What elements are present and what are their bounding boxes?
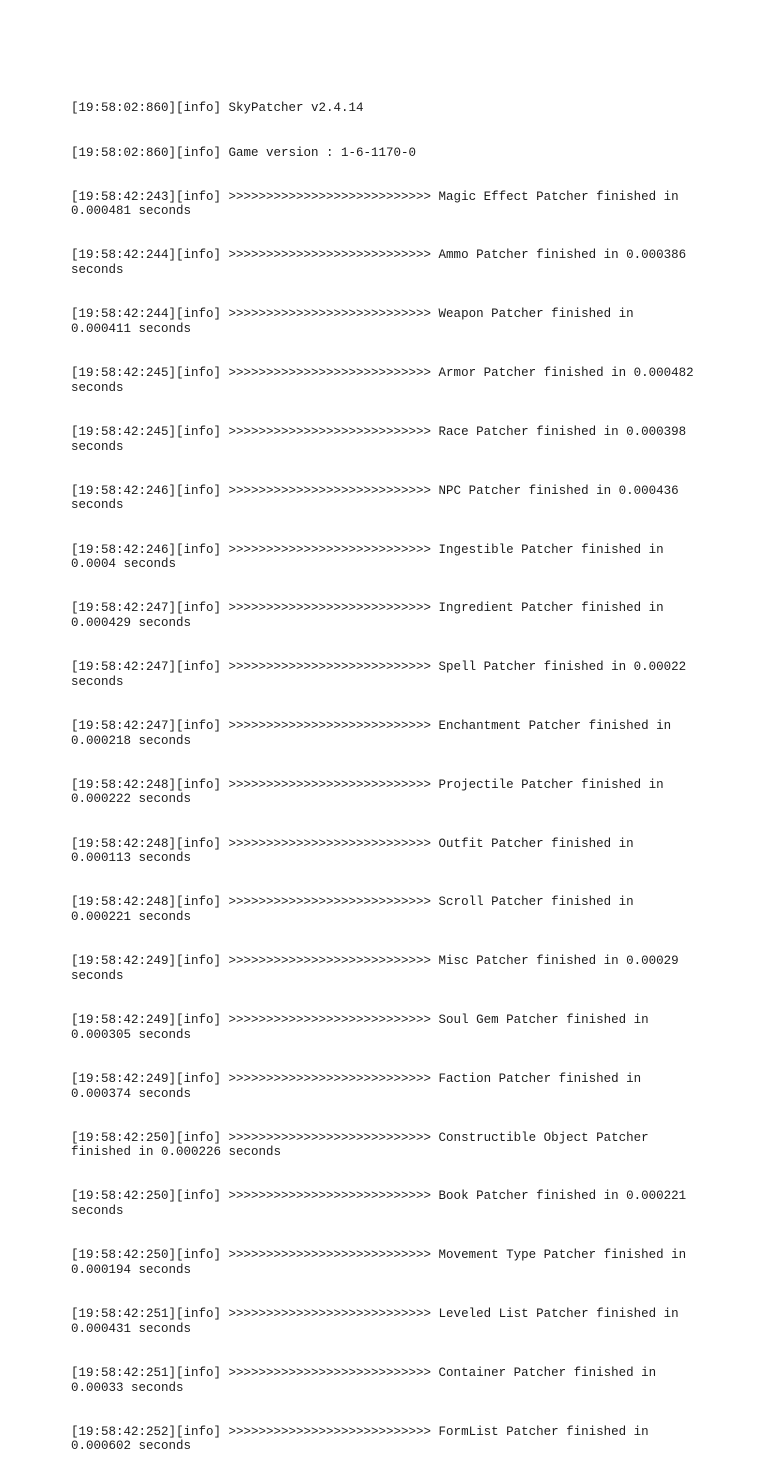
- log-line-enchantment-patcher: [19:58:42:247][info] >>>>>>>>>>>>>>>>>>>>>>>>>>> Enchantment Patcher finished in 0.000218 seconds: [71, 718, 672, 748]
- log-line-race-patcher: [19:58:42:245][info] >>>>>>>>>>>>>>>>>>>>>>>>>>> Race Patcher finished in 0.000398 seconds: [71, 424, 687, 454]
- log-line-weapon-patcher: [19:58:42:244][info] >>>>>>>>>>>>>>>>>>>>>>>>>>> Weapon Patcher finished in 0.000411 seconds: [71, 307, 634, 336]
- log-line-scroll-patcher: [19:58:42:248][info] >>>>>>>>>>>>>>>>>>>>>>>>>>> Scroll Patcher finished in 0.000221 seconds: [71, 895, 634, 925]
- log-line-magic-effect-patcher: [19:58:42:243][info] >>>>>>>>>>>>>>>>>>>>>>>>>>> Magic Effect Patcher finished in 0.000481 seconds: [71, 189, 679, 219]
- log-line-constructible-object-patcher: [19:58:42:250][info] >>>>>>>>>>>>>>>>>>>>>>>>>>> Constructible Object Patcher finished in 0.000226 seconds: [71, 1130, 649, 1160]
- log-line-ammo-patcher: [19:58:42:244][info] >>>>>>>>>>>>>>>>>>>>>>>>>>> Ammo Patcher finished in 0.000386 seconds: [71, 248, 687, 278]
- log-line-faction-patcher: [19:58:42:249][info] >>>>>>>>>>>>>>>>>>>>>>>>>>> Faction Patcher finished in 0.000374 seconds: [71, 1071, 642, 1101]
- log-line-npc-patcher: [19:58:42:246][info] >>>>>>>>>>>>>>>>>>>>>>>>>>> NPC Patcher finished in 0.000436 seconds: [71, 483, 679, 513]
- log-line-misc-patcher: [19:58:42:249][info] >>>>>>>>>>>>>>>>>>>>>>>>>>> Misc Patcher finished in 0.00029 seconds: [71, 954, 679, 983]
- log-line-ingredient-patcher: [19:58:42:247][info] >>>>>>>>>>>>>>>>>>>>>>>>>>> Ingredient Patcher finished in 0.000429 seconds: [71, 601, 664, 631]
- log-line-spell-patcher: [19:58:42:247][info] >>>>>>>>>>>>>>>>>>>>>>>>>>> Spell Patcher finished in 0.00022 seconds: [71, 660, 687, 689]
- log-document: [71, 72, 711, 1469]
- log-line-armor-patcher: [19:58:42:245][info] >>>>>>>>>>>>>>>>>>>>>>>>>>> Armor Patcher finished in 0.000482 seconds: [71, 366, 694, 395]
- log-line-leveled-list-patcher: [19:58:42:251][info] >>>>>>>>>>>>>>>>>>>>>>>>>>> Leveled List Patcher finished in 0.000431 seconds: [71, 1307, 679, 1336]
- log-line-game-version: [19:58:02:860][info] Game version : 1-6-1170-0: [71, 145, 417, 160]
- log-line-movement-type-patcher: [19:58:42:250][info] >>>>>>>>>>>>>>>>>>>>>>>>>>> Movement Type Patcher finished in 0.000194 seconds: [71, 1248, 687, 1277]
- log-line-outfit-patcher: [19:58:42:248][info] >>>>>>>>>>>>>>>>>>>>>>>>>>> Outfit Patcher finished in 0.000113 seconds: [71, 836, 634, 866]
- log-line-projectile-patcher: [19:58:42:248][info] >>>>>>>>>>>>>>>>>>>>>>>>>>> Projectile Patcher finished in 0.000222 seconds: [71, 777, 664, 807]
- log-line-book-patcher: [19:58:42:250][info] >>>>>>>>>>>>>>>>>>>>>>>>>>> Book Patcher finished in 0.000221 seconds: [71, 1189, 687, 1219]
- log-line-soul-gem-patcher: [19:58:42:249][info] >>>>>>>>>>>>>>>>>>>>>>>>>>> Soul Gem Patcher finished in 0.000305 seconds: [71, 1013, 649, 1042]
- log-line-ingestible-patcher: [19:58:42:246][info] >>>>>>>>>>>>>>>>>>>>>>>>>>> Ingestible Patcher finished in 0.0004 seconds: [71, 542, 664, 572]
- log-line-container-patcher: [19:58:42:251][info] >>>>>>>>>>>>>>>>>>>>>>>>>>> Container Patcher finished in 0.00033 seconds: [71, 1365, 657, 1395]
- log-line-formlist-patcher: [19:58:42:252][info] >>>>>>>>>>>>>>>>>>>>>>>>>>> FormList Patcher finished in 0.000602 seconds: [71, 1424, 649, 1454]
- log-line-skypatcher-version: [19:58:02:860][info] SkyPatcher v2.4.14: [71, 101, 364, 116]
